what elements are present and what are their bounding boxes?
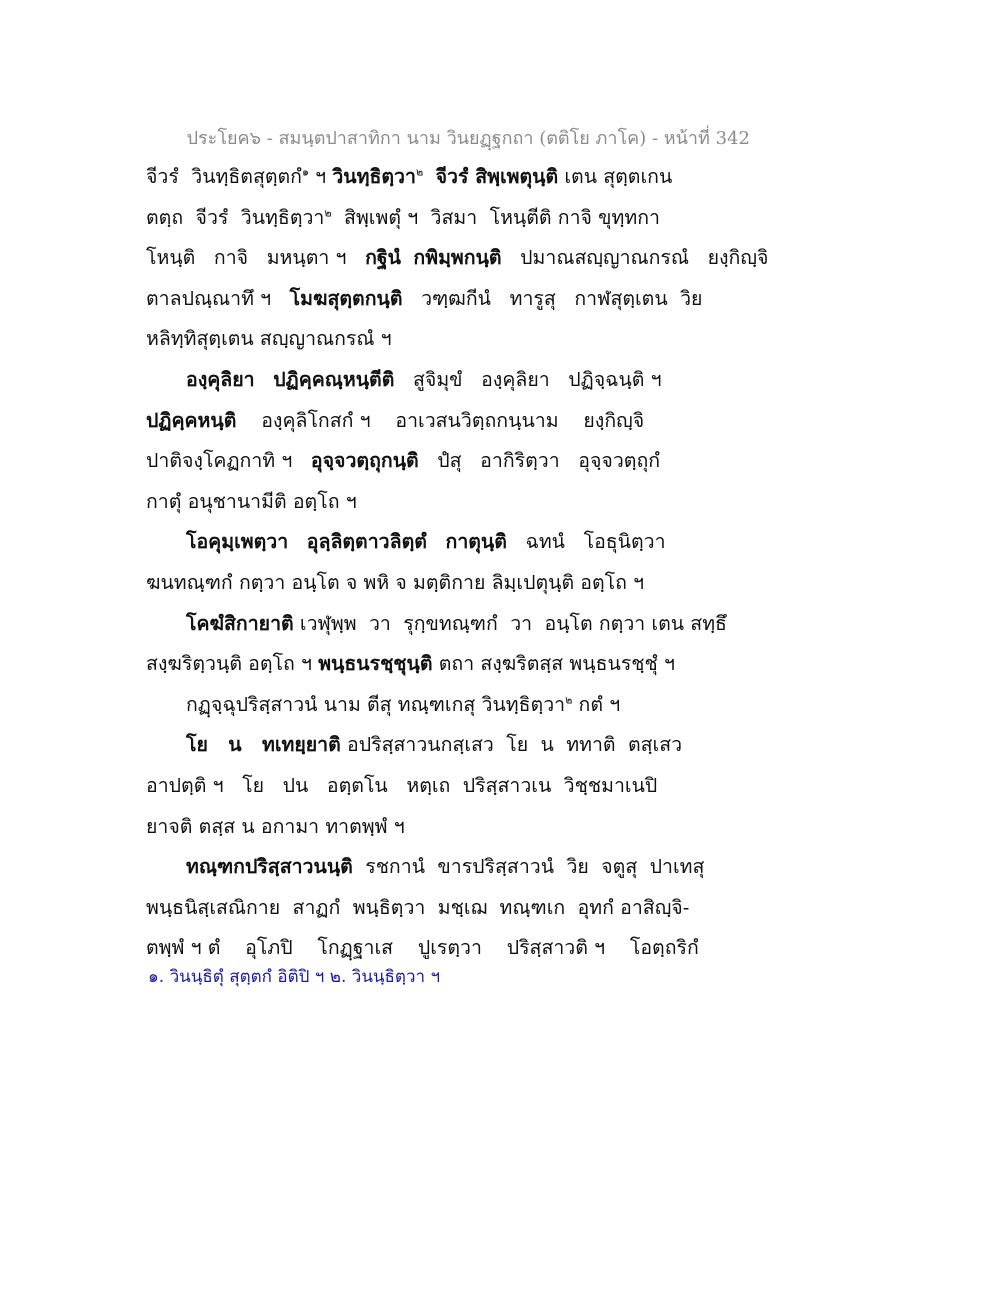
text-segment: [401, 246, 413, 269]
text-segment: สิพฺเพตุํ ฯ วิสมา โหนฺตีติ กาจิ ขุทฺทกา: [331, 205, 660, 229]
text-segment: ตถา สงฺฆริตสฺส พนฺธนรชฺชุํ ฯ: [432, 652, 675, 676]
text-segment: เตน สุตฺตเกน: [558, 165, 673, 188]
text-line: [146, 685, 706, 726]
text-segment: กาตุํ อนุชานามีติ อตฺโถ ฯ: [146, 489, 357, 513]
text-segment: ฆนทณฺฑกํ กตฺวา อนฺโต จ พหิ จ มตฺติกาย ลิมฺเปตุนฺติ อตฺโถ ฯ: [146, 570, 645, 594]
text-line: [146, 482, 706, 523]
text-line: [146, 401, 706, 442]
text-segment: หลิทฺทิสุตฺเตน สญฺญาณกรณํ ฯ: [146, 327, 392, 351]
text-segment: พนฺธนิสฺเสณิกาย สาฏกํ พนฺธิตฺวา มชฺเฌ ทณฺฑเก อุทกํ อาสิญฺจิ-: [146, 895, 690, 919]
text-segment: วฑฺฒกีนํ ทารูสุ กาฬสุตฺเตน วิย: [402, 286, 703, 310]
text-segment: [423, 165, 435, 188]
text-line: [146, 279, 706, 320]
text-segment: สงฺฆริตฺวนฺติ อตฺโถ ฯ: [146, 652, 319, 676]
text-line: [146, 888, 706, 929]
text-segment: ตตฺถ จีวรํ วินทฺธิตฺวา: [146, 205, 325, 229]
headword: จีวรํ สิพฺเพตุนฺติ: [435, 165, 559, 188]
text-line: [146, 360, 706, 401]
body-text: [146, 157, 769, 969]
footnote-reference: ๑: [301, 165, 309, 179]
headword: อุลฺลิตฺตาวลิตฺตํ: [306, 530, 427, 554]
headword: ทณฺฑกปริสฺสาวนนฺติ: [186, 855, 353, 879]
text-line: [146, 604, 727, 645]
text-segment: ปาติจงฺโคฏกาทิ ฯ: [146, 449, 311, 473]
text-segment: กตํ ฯ: [572, 692, 621, 716]
text-line: [146, 319, 706, 360]
headword: อุจฺจวตฺถุกนฺติ: [310, 449, 419, 473]
text-segment: [255, 368, 274, 391]
text-segment: กฏฺจฺฉุปริสฺสาวนํ นาม ตีสุ ทณฺฑเกสุ วินทฺธิตฺวา: [186, 692, 566, 716]
text-segment: ฉทนํ โอธุนิตฺวา: [506, 530, 666, 554]
text-segment: [427, 530, 446, 553]
text-line: [146, 198, 706, 239]
text-segment: รชกานํ ขารปริสฺสาวนํ วิย จตูสุ ปาเทสุ: [352, 855, 705, 879]
text-line: [146, 847, 706, 888]
text-line: [146, 441, 706, 482]
text-segment: ตพฺพํ ฯ ตํ อุโภปิ โกฏฺฐาเส ปูเรตฺวา ปริสฺสาวติ ฯ โอตฺถริกํ: [146, 936, 699, 960]
text-segment: ยาจติ ตสฺส น อกามา ทาตพฺพํ ฯ: [146, 814, 405, 838]
footnote-reference: ๒: [565, 693, 573, 707]
text-segment: สูจิมุขํ องฺคุลิยา ปฏิจฺฉนฺติ ฯ: [394, 367, 662, 391]
text-segment: เวฬุพฺพ วา รุกฺขทณฺฑกํ วา อนฺโต กตฺวา เตน สทฺธึ: [293, 611, 727, 635]
headword: โย น ทเทยฺยาติ: [186, 733, 341, 757]
text-segment: โหนฺติ กาจิ มหนฺตา ฯ: [146, 246, 366, 270]
page-header: ประโยค๖ - สมนฺตปาสาทิกา นาม วินยฏฺฐกถา (ตติโย ภาโค) - หน้าที่ 342: [186, 128, 750, 149]
headword: โอคุมฺเพตฺวา: [186, 530, 289, 554]
text-segment: ปมาณสญฺญาณกรณํ ยงฺกิญฺจิ: [501, 246, 769, 270]
headword: ปฏิคฺคณฺหนฺตีติ: [273, 367, 395, 391]
headword: กฐินํ: [365, 246, 401, 270]
footnote-reference: ๒: [324, 206, 332, 220]
headword: ปฏิคฺคหนฺติ: [146, 408, 237, 432]
text-segment: ปํสุ อากิริตฺวา อุจฺจวตฺถุกํ: [418, 449, 661, 473]
headword: โคฆํสิกายาติ: [186, 611, 294, 635]
text-line: [146, 725, 706, 766]
headword: วินทฺธิตฺวา: [332, 165, 416, 188]
text-segment: [288, 530, 307, 553]
headword: โมฆสุตฺตกนฺติ: [289, 286, 403, 310]
text-line: [146, 807, 706, 848]
footnotes: ๑. วินนฺธิตุํ สุตฺตกํ อิติปิ ฯ ๒. วินนฺธิตฺวา ฯ: [148, 967, 441, 987]
text-segment: จีวรํ วินทฺธิตสุตฺตกํ: [146, 165, 302, 188]
text-segment: องฺคุลิโกสกํ ฯ อาเวสนวิตฺถกนฺนาม ยงฺกิญฺจิ: [236, 408, 645, 432]
headword: กพิมฺพกนฺติ: [413, 246, 502, 270]
text-line: [146, 522, 706, 563]
headword: พนฺธนรชฺชุนฺติ: [318, 652, 433, 676]
text-segment: ฯ: [308, 165, 333, 188]
text-line: [146, 563, 706, 604]
text-segment: อาปตฺติ ฯ โย ปน อตฺตโน หตฺเถ ปริสฺสาวเน วิชฺชมาเนปิ: [146, 773, 658, 797]
text-line: [146, 238, 769, 279]
headword: กาตุนฺติ: [445, 530, 507, 554]
text-segment: อปริสฺสาวนกสฺเสว โย น ททาติ ตสฺเสว: [340, 733, 683, 757]
text-segment: ตาลปณฺณาทึ ฯ: [146, 286, 290, 310]
footnote-reference: ๒: [415, 165, 424, 179]
headword: องฺคุลิยา: [186, 367, 255, 391]
text-line: [146, 157, 706, 198]
text-line: [146, 644, 706, 685]
text-line: [146, 766, 706, 807]
